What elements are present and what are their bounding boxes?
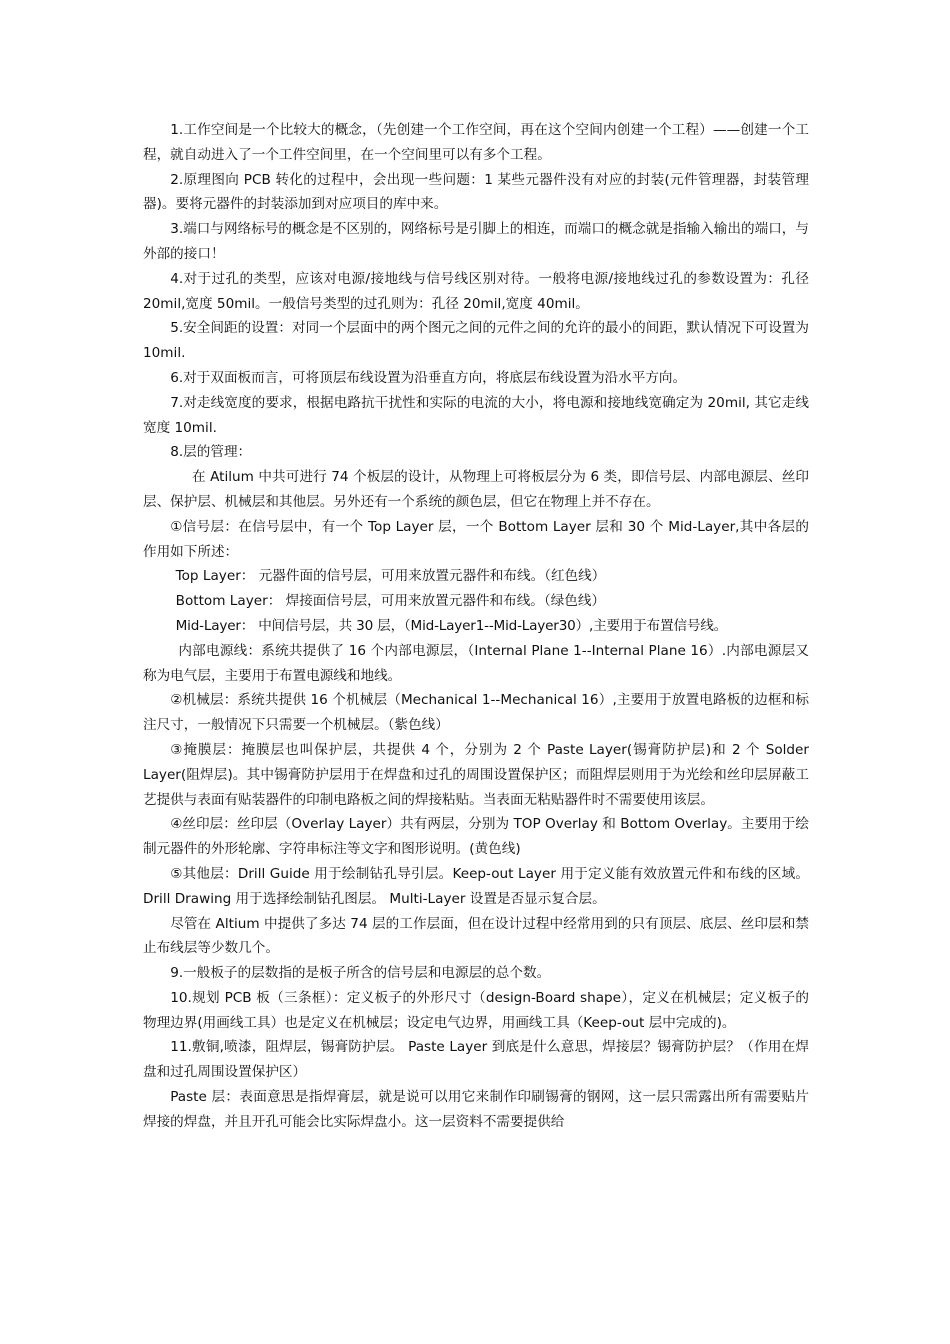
- paragraph-2-schematic-to-pcb: 2.原理图向 PCB 转化的过程中，会出现一些问题：1 某些元器件没有对应的封装(元件管理器，封装管理器)。要将元器件的封装添加到对应项目的库中来。: [143, 171, 809, 213]
- paragraph-mechanical-layers: ②机械层：系统共提供 16 个机械层（Mechanical 1--Mechanical 16）,主要用于放置电路板的边框和标注尺寸，一般情况下只需要一个机械层。（紫色线）: [143, 692, 809, 734]
- paragraph-8-layer-management: 8.层的管理：: [170, 444, 252, 461]
- paragraph-altium-summary: 尽管在 Altium 中提供了多达 74 层的工作层面，但在设计过程中经常用到的只有顶层、底层、丝印层和禁止布线层等少数几个。: [143, 915, 809, 957]
- paragraph-1-workspace: 1.工作空间是一个比较大的概念，（先创建一个工作空间，再在这个空间内创建一个工程）——创建一个工程，就自动进入了一个工件空间里，在一个空间里可以有多个工程。: [143, 122, 809, 163]
- paragraph-paste-layer-explanation: Paste 层：表面意思是指焊膏层，就是说可以用它来制作印刷锡膏的钢网，这一层只需露出所有需要贴片焊接的焊盘，并且开孔可能会比实际焊盘小。这一层资料不需要提供给: [143, 1089, 809, 1130]
- paragraph-top-layer: Top Layer： 元器件面的信号层，可用来放置元器件和布线。（红色线）: [175, 568, 606, 585]
- paragraph-3-ports-net-labels: 3.端口与网络标号的概念是不区别的，网络标号是引脚上的相连，而端口的概念就是指输入输出的端口，与外部的接口！: [143, 221, 809, 262]
- paragraph-signal-layers: ①信号层：在信号层中，有一个 Top Layer 层，一个 Bottom Layer 层和 30 个 Mid-Layer,其中各层的作用如下所述：: [143, 518, 809, 560]
- paragraph-bottom-layer: Bottom Layer： 焊接面信号层，可用来放置元器件和布线。（绿色线）: [175, 593, 606, 610]
- paragraph-4-via-types: 4.对于过孔的类型，应该对电源/接地线与信号线区别对待。一般将电源/接地线过孔的参数设置为：孔径 20mil,宽度 50mil。一般信号类型的过孔则为：孔径 20mil,宽度 40mil。: [143, 270, 809, 312]
- paragraph-9-layer-count: 9.一般板子的层数指的是板子所含的信号层和电源层的总个数。: [170, 965, 551, 982]
- paragraph-layer-overview: 在 Atilum 中共可进行 74 个板层的设计，从物理上可将板层分为 6 类，即信号层、内部电源层、丝印层、保护层、机械层和其他层。另外还有一个系统的颜色层，但它在物理上并不存在。: [143, 469, 809, 510]
- paragraph-6-double-sided: 6.对于双面板而言，可将顶层布线设置为沿垂直方向，将底层布线设置为沿水平方向。: [170, 369, 687, 386]
- paragraph-silkscreen-layers: ④丝印层：丝印层（Overlay Layer）共有两层，分别为 TOP Overlay 和 Bottom Overlay。主要用于绘制元器件的外形轮廓、字符串标注等文字和图形说明。(黄色线): [143, 816, 809, 858]
- paragraph-5-clearance: 5.安全间距的设置：对同一个层面中的两个图元之间的元件之间的允许的最小的间距，默认情况下可设置为 10mil.: [143, 320, 809, 362]
- paragraph-mask-layers: ③掩膜层：掩膜层也叫保护层，共提供 4 个，分别为 2 个 Paste Layer(锡膏防护层)和 2 个 Solder Layer(阻焊层)。其中锡膏防护层用于在焊盘和过孔的周围设置保护区；而阻焊层则用于为光绘和丝印层屏蔽工艺提供与表面有贴装器件的印制电路板之间的焊接粘贴。当表面无粘贴器件时不需要使用该层。: [143, 741, 809, 808]
- paragraph-mid-layer: Mid-Layer： 中间信号层，共 30 层，（Mid-Layer1--Mid-Layer30）,主要用于布置信号线。: [175, 617, 728, 634]
- paragraph-other-layers: ⑤其他层：Drill Guide 用于绘制钻孔导引层。Keep-out Layer 用于定义能有效放置元件和布线的区域。 Drill Drawing 用于选择绘制钻孔图层。 Multi-Layer 设置是否显示复合层。: [143, 865, 809, 907]
- paragraph-11-paste-layer: 11.敷铜,喷漆，阻焊层，锡膏防护层。 Paste Layer 到底是什么意思，焊接层？锡膏防护层？（作用在焊盘和过孔周围设置保护区）: [143, 1039, 809, 1081]
- paragraph-internal-plane: 内部电源线：系统共提供了 16 个内部电源层，（Internal Plane 1--Internal Plane 16）.内部电源层又称为电气层，主要用于布置电源线和地线。: [143, 642, 809, 684]
- document-body: [143, 118, 809, 1135]
- paragraph-10-plan-pcb: 10.规划 PCB 板（三条框）：定义板子的外形尺寸（design-Board shape），定义在机械层；定义板子的物理边界(用画线工具）也是定义在机械层；设定电气边界，用画线工具（Keep-out 层中完成的)。: [143, 989, 809, 1031]
- paragraph-7-trace-width: 7.对走线宽度的要求，根据电路抗干扰性和实际的电流的大小，将电源和接地线宽确定为 20mil, 其它走线宽度 10mil.: [143, 394, 809, 436]
